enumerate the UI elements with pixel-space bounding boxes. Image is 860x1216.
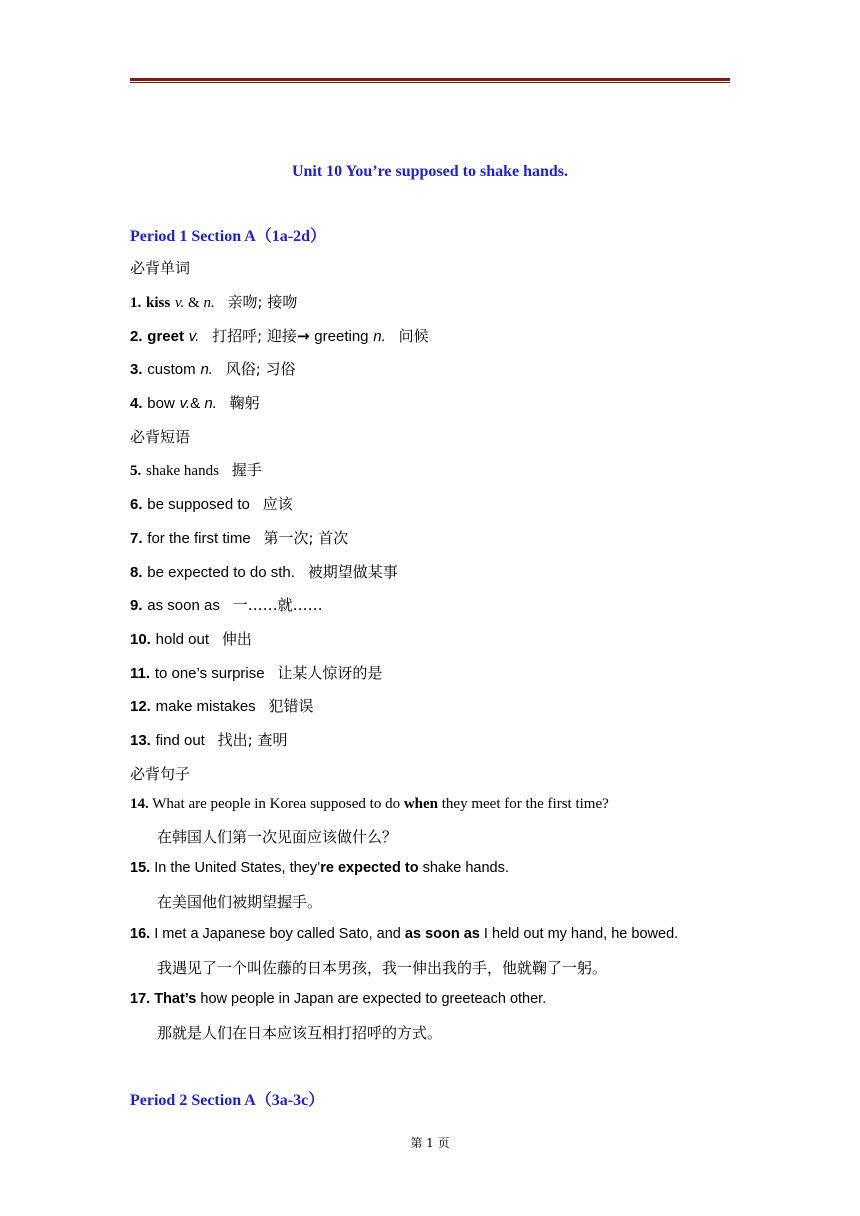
- sentence-translation-17: 那就是人们在日本应该互相打招呼的方式。: [157, 1024, 443, 1042]
- sentence-item-14: 14. What are people in Korea supposed to do when they meet for the first time?: [130, 796, 609, 812]
- word-en: custom: [147, 361, 196, 378]
- sentence-item-17: 17. That’s how people in Japan are expected to greeteach other.: [130, 991, 547, 1007]
- words-heading: 必背单词: [130, 259, 191, 277]
- period-1-heading: Period 1 Section A（1a-2d）: [130, 228, 326, 245]
- phrase-item-11: 11. to one’s surprise 让某人惊讶的是: [130, 664, 383, 682]
- phrase-item-8: 8. be expected to do sth. 被期望做某事: [130, 563, 398, 581]
- word-item-3: 3. custom n. 风俗; 习俗: [130, 360, 296, 378]
- phrase-item-9: 9. as soon as 一……就……: [130, 596, 323, 614]
- sentences-heading: 必背句子: [130, 765, 191, 783]
- word-item-2: 2. greet v. 打招呼; 迎接→ greeting n. 问候: [130, 327, 429, 345]
- phrase-item-7: 7. for the first time 第一次; 首次: [130, 529, 349, 547]
- word-zh: 亲吻; 接吻: [227, 293, 298, 311]
- sentence-item-16: 16. I met a Japanese boy called Sato, and as soon as I held out my hand, he bowed.: [130, 926, 679, 942]
- word-zh: 鞠躬: [229, 394, 260, 412]
- word-en: kiss: [146, 295, 171, 311]
- period-2-heading: Period 2 Section A（3a-3c）: [130, 1092, 325, 1109]
- phrase-item-5: 5. shake hands 握手: [130, 461, 262, 479]
- sentence-translation-16: 我遇见了一个叫佐藤的日本男孩，我一伸出我的手，他就鞠了一躬。: [157, 959, 608, 977]
- unit-title: Unit 10 You’re supposed to shake hands.: [291, 163, 569, 180]
- word-en: greet: [147, 328, 184, 345]
- page-number: 第 1 页: [410, 1136, 450, 1150]
- phrase-item-12: 12. make mistakes 犯错误: [130, 697, 314, 715]
- word-item-4: 4. bow v.& n. 鞠躬: [130, 394, 260, 412]
- header-rule: [130, 78, 730, 81]
- phrases-heading: 必背短语: [130, 428, 191, 446]
- phrase-item-6: 6. be supposed to 应该: [130, 495, 293, 513]
- sentence-item-15: 15. In the United States, they’re expected to shake hands.: [130, 860, 509, 876]
- arrow-icon: →: [296, 327, 310, 345]
- word-zh: 打招呼; 迎接: [212, 327, 297, 345]
- word-item-1: 1. kiss v. & n. 亲吻; 接吻: [130, 293, 298, 311]
- word-zh: 风俗; 习俗: [225, 360, 296, 378]
- sentence-translation-14: 在韩国人们第一次见面应该做什么？: [157, 828, 398, 846]
- word-en: bow: [147, 395, 175, 412]
- sentence-translation-15: 在美国他们被期望握手。: [157, 893, 323, 911]
- phrase-item-10: 10. hold out 伸出: [130, 630, 252, 648]
- phrase-item-13: 13. find out 找出; 查明: [130, 731, 288, 749]
- header-rule-thin: [130, 82, 730, 83]
